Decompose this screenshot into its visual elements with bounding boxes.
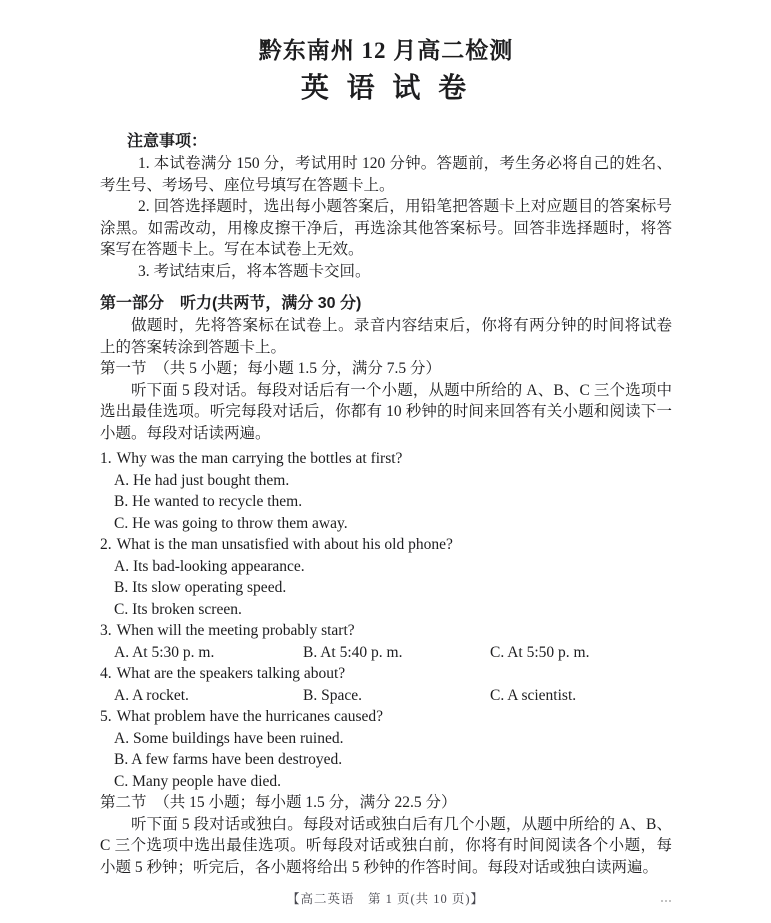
section1-heading: 第一节 （共 5 小题；每小题 1.5 分，满分 7.5 分） — [100, 360, 442, 377]
question-text: What is the man unsatisfied with about his old phone? — [116, 536, 453, 553]
question-1 — [100, 448, 672, 534]
question-3-stem — [100, 620, 672, 642]
question-text: Why was the man carrying the bottles at first? — [116, 450, 403, 467]
question-2-option-c: C. Its broken screen. — [114, 600, 242, 618]
exam-session-title: 黔东南州 12 月高二检测 — [258, 38, 514, 63]
notice-section — [100, 131, 672, 282]
notice-item-3: 3. 考试结束后，将本答题卡交回。 — [138, 262, 371, 280]
question-number: 4. — [100, 665, 112, 682]
question-2-option-b: B. Its slow operating speed. — [114, 579, 287, 596]
question-2-option-a: A. Its bad-looking appearance. — [114, 557, 305, 575]
question-1-option-a: A. He had just bought them. — [114, 471, 290, 489]
scan-artifact — [661, 900, 671, 902]
question-number: 2. — [100, 536, 112, 553]
question-1-option-c: C. He was going to throw them away. — [114, 514, 348, 532]
question-5 — [100, 706, 672, 792]
question-2-stem — [100, 534, 672, 556]
question-3 — [100, 620, 672, 663]
part1-heading: 第一部分 听力(共两节，满分 30 分) — [100, 295, 362, 312]
question-1-option-b: B. He wanted to recycle them. — [114, 493, 303, 510]
question-3-options — [100, 642, 672, 664]
notice-item-1: 1. 本试卷满分 150 分，考试用时 120 分钟。答题前，考生务必将自己的姓名、考生号、考场号、座位号填写在答题卡上。 — [100, 155, 672, 194]
question-4-option-c: C. A scientist. — [490, 686, 577, 704]
question-5-option-b: B. A few farms have been destroyed. — [114, 751, 343, 768]
notice-heading: 注意事项： — [127, 133, 208, 150]
question-1-stem — [100, 448, 672, 470]
question-3-option-b: B. At 5:40 p. m. — [303, 643, 403, 661]
part1-listening-section — [100, 293, 672, 878]
question-number: 3. — [100, 622, 112, 639]
question-4 — [100, 663, 672, 706]
question-list — [100, 448, 672, 792]
question-5-option-a: A. Some buildings have been ruined. — [114, 729, 344, 747]
question-3-option-c: C. At 5:50 p. m. — [490, 643, 590, 661]
question-text: What are the speakers talking about? — [116, 665, 346, 682]
question-2 — [100, 534, 672, 620]
section2-heading: 第二节 （共 15 小题；每小题 1.5 分，满分 22.5 分） — [100, 794, 457, 811]
section2-instructions: 听下面 5 段对话或独白。每段对话或独白后有几个小题，从题中所给的 A、B、C 三个选项中选出最佳选项。听每段对话或独白前，你将有时间阅读各个小题，每小题 5 秒钟；听完后，各小题将给出 5 秒钟的作答时间。每段对话或独白读两遍。 — [100, 815, 672, 876]
question-text: When will the meeting probably start? — [116, 622, 355, 639]
question-number: 5. — [100, 708, 112, 725]
question-5-stem — [100, 706, 672, 728]
question-4-option-a: A. A rocket. — [114, 686, 189, 704]
subject-title: 英 语 试 卷 — [300, 72, 472, 103]
paper-header — [100, 36, 672, 105]
question-text: What problem have the hurricanes caused? — [116, 708, 384, 725]
question-4-stem — [100, 663, 672, 685]
question-5-option-c: C. Many people have died. — [114, 772, 282, 790]
notice-item-2: 2. 回答选择题时，选出每小题答案后，用铅笔把答题卡上对应题目的答案标号涂黑。如需改动，用橡皮擦干净后，再选涂其他答案标号。回答非选择题时，将答案写在答题卡上。写在本试卷上无效。 — [100, 198, 672, 258]
part1-intro: 做题时，先将答案标在试卷上。录音内容结束后，你将有两分钟的时间将试卷上的答案转涂到答题卡上。 — [100, 317, 672, 356]
page-footer: 【高二英语 第 1 页(共 10 页)】 — [286, 892, 485, 906]
question-3-option-a: A. At 5:30 p. m. — [114, 643, 215, 661]
section1-instructions: 听下面 5 段对话。每段对话后有一个小题，从题中所给的 A、B、C 三个选项中选出最佳选项。听完每段对话后，你都有 10 秒钟的时间来回答有关小题和阅读下一小题。每段对话读两遍。 — [100, 381, 672, 442]
question-4-options — [100, 685, 672, 707]
question-number: 1. — [100, 450, 112, 467]
question-4-option-b: B. Space. — [303, 686, 362, 704]
